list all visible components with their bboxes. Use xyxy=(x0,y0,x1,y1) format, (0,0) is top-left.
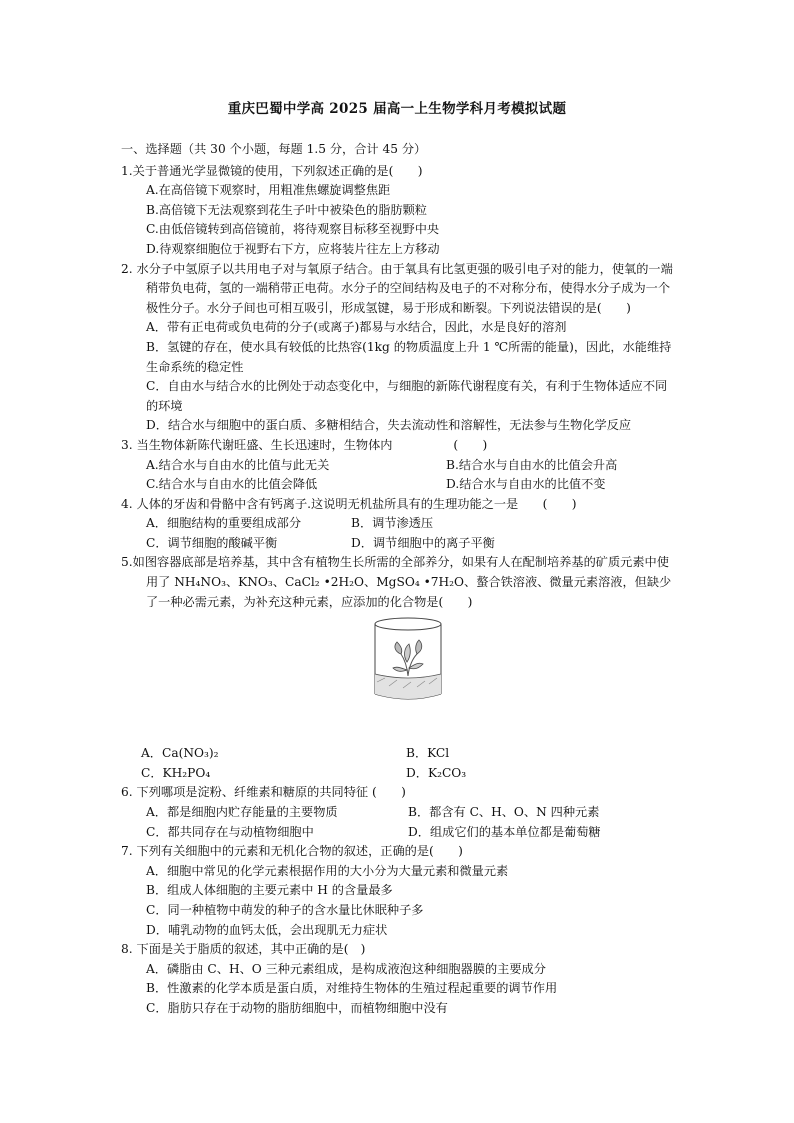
question-5-option-b: B．KCl xyxy=(406,746,450,761)
question-5-option-c: C．KH₂PO₄ xyxy=(141,765,211,780)
question-3-stem: 3. 当生物体新陈代谢旺盛、生长迅速时，生物体内 ( ) xyxy=(121,437,488,452)
question-7-option-d: D．哺乳动物的血钙太低，会出现肌无力症状 xyxy=(146,922,388,937)
question-1-option-a: A.在高倍镜下观察时，用粗准焦螺旋调整焦距 xyxy=(146,183,391,198)
question-1 xyxy=(121,162,677,260)
culture-jar-illustration xyxy=(371,616,445,702)
question-6-option-c: C．都共同存在与动植物细胞中 xyxy=(146,824,314,839)
question-2-option-a: A．带有正电荷或负电荷的分子(或离子)都易与水结合，因此，水是良好的溶剂 xyxy=(146,320,567,335)
question-4-option-c: C．调节细胞的酸碱平衡 xyxy=(146,535,278,550)
question-6-option-d: D．组成它们的基本单位都是葡萄糖 xyxy=(408,824,601,839)
question-8-option-a: A．磷脂由 C、H、O 三种元素组成，是构成液泡这种细胞器膜的主要成分 xyxy=(146,961,546,976)
question-1-option-b: B.高倍镜下无法观察到花生子叶中被染色的脂肪颗粒 xyxy=(146,202,427,217)
question-3-option-b: B.结合水与自由水的比值会升高 xyxy=(446,457,618,472)
question-6-option-a: A．都是细胞内贮存能量的主要物质 xyxy=(146,805,338,820)
question-5-option-a: A．Ca(NO₃)₂ xyxy=(141,746,219,761)
question-4-option-b: B．调节渗透压 xyxy=(351,516,434,531)
section-heading: 一、选择题（共 30 个小题，每题 1.5 分，合计 45 分） xyxy=(121,142,427,156)
question-3 xyxy=(121,436,677,495)
question-4 xyxy=(121,495,677,554)
question-3-option-c: C.结合水与自由水的比值会降低 xyxy=(146,477,318,492)
question-2-option-c: C．自由水与结合水的比例处于动态变化中，与细胞的新陈代谢程度有关，有利于生物体适应不同的环境 xyxy=(146,379,668,413)
question-5 xyxy=(121,553,677,783)
question-3-option-d: D.结合水与自由水的比值不变 xyxy=(446,477,606,492)
question-7-option-b: B．组成人体细胞的主要元素中 H 的含量最多 xyxy=(146,883,393,898)
question-8-stem: 8. 下面是关于脂质的叙述，其中正确的是( ) xyxy=(121,942,366,957)
question-1-option-d: D.待观察细胞位于视野右下方，应将装片往左上方移动 xyxy=(146,241,440,256)
question-2-option-b: B．氢键的存在，使水具有较低的比热容(1kg 的物质温度上升 1 ℃所需的能量)，因此，水能维持生命系统的稳定性 xyxy=(146,339,672,374)
question-5-row-1 xyxy=(121,744,677,764)
question-4-row-2 xyxy=(121,534,677,554)
question-8-option-c: C．脂肪只存在于动物的脂肪细胞中，而植物细胞中没有 xyxy=(146,1000,448,1015)
exam-title: 重庆巴蜀中学高 2025 届高一上生物学科月考模拟试题 xyxy=(227,101,567,117)
question-6-option-b: B．都含有 C、H、O、N 四种元素 xyxy=(408,805,600,820)
question-3-option-a: A.结合水与自由水的比值与此无关 xyxy=(146,457,330,472)
question-6 xyxy=(121,783,677,842)
exam-body xyxy=(121,140,677,1019)
question-6-row-2 xyxy=(121,823,677,843)
question-2-option-d: D．结合水与细胞中的蛋白质、多糖相结合，失去流动性和溶解性，无法参与生物化学反应 xyxy=(146,418,632,433)
question-2-stem: 2. 水分子中氢原子以共用电子对与氧原子结合。由于氧具有比氢更强的吸引电子对的能力，使氧的一端稍带负电荷，氢的一端稍带正电荷。水分子的空间结构及电子的不对称分布，使得水分子成为一个极性分子。水分子间也可相互吸引，形成氢键，易于形成和断裂。下列说法错误的是( ) xyxy=(121,261,673,315)
question-8-option-b: B．性激素的化学本质是蛋白质，对维持生物体的生殖过程起重要的调节作用 xyxy=(146,981,558,996)
question-2 xyxy=(121,260,677,436)
culture-jar-figure xyxy=(121,612,677,744)
question-7-option-c: C．同一种植物中萌发的种子的含水量比休眠种子多 xyxy=(146,903,424,917)
question-5-option-d: D．K₂CO₃ xyxy=(406,765,467,780)
question-5-stem: 5.如图容器底部是培养基，其中含有植物生长所需的全部养分，如果有人在配制培养基的矿质元素中使用了 NH₄NO₃、KNO₃、CaCl₂ •2H₂O、MgSO₄ •7H₂O、螯合铁溶液、微量元素溶液，但缺少了一种必需元素，为补充这种元素，应添加的化合物是( ) xyxy=(121,555,672,609)
question-7-stem: 7. 下列有关细胞中的元素和无机化合物的叙述，正确的是( ) xyxy=(121,844,463,859)
question-4-stem: 4. 人体的牙齿和骨骼中含有钙离子.这说明无机盐所具有的生理功能之一是 ( ) xyxy=(121,496,577,511)
question-3-row-1 xyxy=(121,456,677,476)
question-1-stem: 1.关于普通光学显微镜的使用，下列叙述正确的是( ) xyxy=(121,163,423,178)
question-3-row-2 xyxy=(121,475,677,495)
question-6-row-1 xyxy=(121,803,677,823)
question-5-row-2 xyxy=(121,764,677,784)
question-4-option-a: A．细胞结构的重要组成部分 xyxy=(146,516,302,531)
question-4-row-1 xyxy=(121,514,677,534)
question-6-stem: 6. 下列哪项是淀粉、纤维素和糖原的共同特征 ( ) xyxy=(121,785,406,800)
question-7-option-a: A．细胞中常见的化学元素根据作用的大小分为大量元素和微量元素 xyxy=(146,863,509,878)
question-1-option-c: C.由低倍镜转到高倍镜前，将待观察目标移至视野中央 xyxy=(146,222,440,237)
question-8 xyxy=(121,940,677,1018)
question-7 xyxy=(121,842,677,940)
question-4-option-d: D．调节细胞中的离子平衡 xyxy=(351,535,495,550)
